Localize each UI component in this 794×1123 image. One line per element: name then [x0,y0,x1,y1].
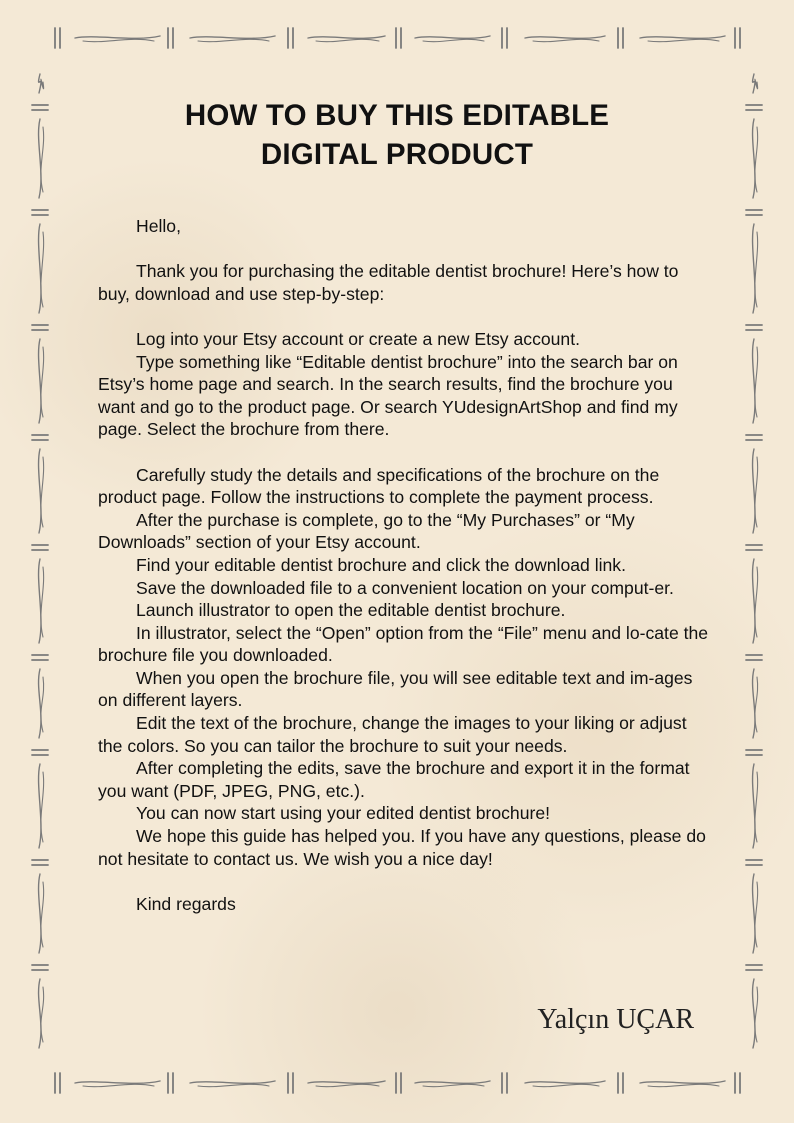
paragraph: Log into your Etsy account or create a new Etsy account. [136,328,580,349]
paragraph: Launch illustrator to open the editable dentist brochure. [136,600,566,621]
paragraph: Carefully study the details and specifications of the brochure on the product page. Follow the instructions to complete the payment process. [98,464,660,508]
paragraph: Thank you for purchasing the editable dentist brochure! Here’s how to buy, download and use step-by-step: [98,261,679,304]
letter-body [98,215,710,915]
title-line-2: DIGITAL PRODUCT [260,138,534,171]
paragraph: After completing the edits, save the brochure and export it in the format you want (PDF, JPEG, PNG, etc.). [98,758,690,801]
title-line-1: HOW TO BUY THIS EDITABLE [184,99,610,132]
paragraph: We hope this guide has helped you. If you have any questions, please do not hesitate to contact us. We wish you a nice day! [98,826,706,869]
paragraph: In illustrator, select the “Open” option from the “File” menu and lo-cate the brochure file you downloaded. [98,622,709,666]
paragraph: Save the downloaded file to a convenient location on your comput-er. [136,577,674,598]
greeting: Hello, [136,216,181,236]
paragraph: After the purchase is complete, go to the “My Purchases” or “My Downloads” section of your Etsy account. [98,509,635,553]
signature: Yalçın UÇAR [537,1004,694,1035]
page-title [100,96,694,174]
closing: Kind regards [136,893,236,914]
paragraph: Edit the text of the brochure, change the images to your liking or adjust the colors. So you can tailor the brochure to suit your needs. [98,713,687,756]
paragraph: Find your editable dentist brochure and click the download link. [136,554,626,575]
paragraph: When you open the brochure file, you will see editable text and im-ages on different layers. [98,667,693,711]
paragraph: Type something like “Editable dentist brochure” into the search bar on Etsy’s home page and search. In the search results, find the brochure you want and go to the product page. Or search YUdesignArtShop and find my page. Select the brochure from there. [98,351,678,440]
paragraph: You can now start using your edited dentist brochure! [136,803,551,824]
